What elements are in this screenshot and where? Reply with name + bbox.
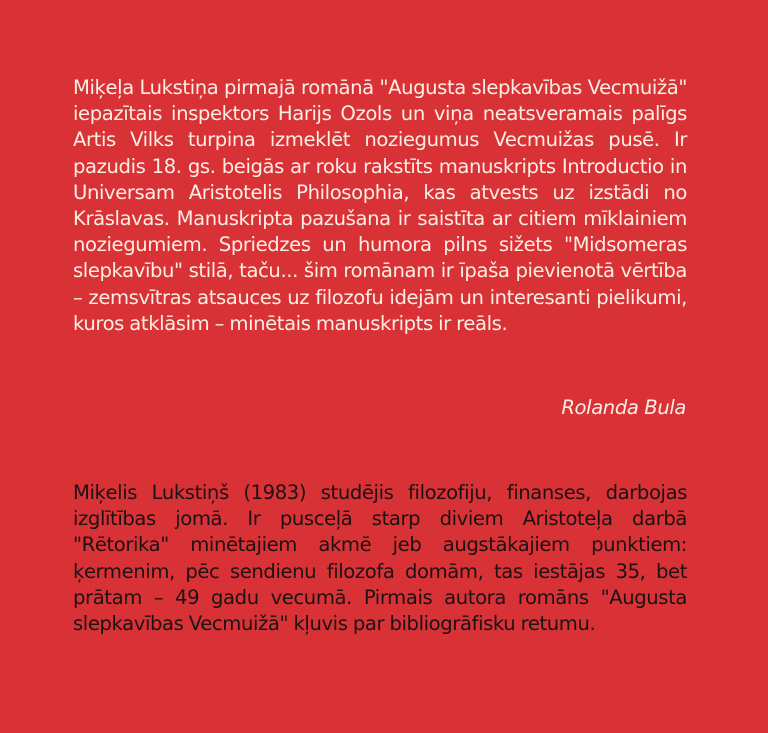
review-paragraph: Miķeļa Lukstiņa pirmajā romānā "Augusta slepkavības Vecmuižā" iepazītais inspektors Harijs Ozols un viņa neatsveramais palīgs Artis Vilks turpina izmeklēt noziegumus Vecmuižas pusē. Ir pazudis 18. gs. beigās ar roku rakstīts manuskripts Introductio in Universam Aristotelis Philosophia, kas atvests uz izstādi no Krāslavas. Manuskripta pazušana ir saistīta ar citiem mīklainiem noziegumiem. Spriedzes un humora pilns sižets "Midsomeras slepkavību" stilā, taču... šim romānam ir īpaša pievienotā vērtība – zemsvītras atsauces uz filozofu idejām un interesanti pielikumi, kuros atklāsim – minētais manuskripts ir reāls. xyxy=(73,76,687,335)
author-bio-paragraph: Miķelis Lukstiņš (1983) studējis filozofiju, finanses, darbojas izglītības jomā. Ir pusceļā starp diviem Aristoteļa darbā "Rētorika" minētajiem akmē jeb augstākajiem punktiem: ķermenim, pēc sendienu filozofa domām, tas iestājas 35, bet prātam – 49 gadu vecumā. Pirmais autora romāns "Augusta slepkavības Vecmuižā" kļuvis par bibliogrāfisku retumu. xyxy=(73,481,687,636)
review-author: Rolanda Bula xyxy=(561,396,686,419)
